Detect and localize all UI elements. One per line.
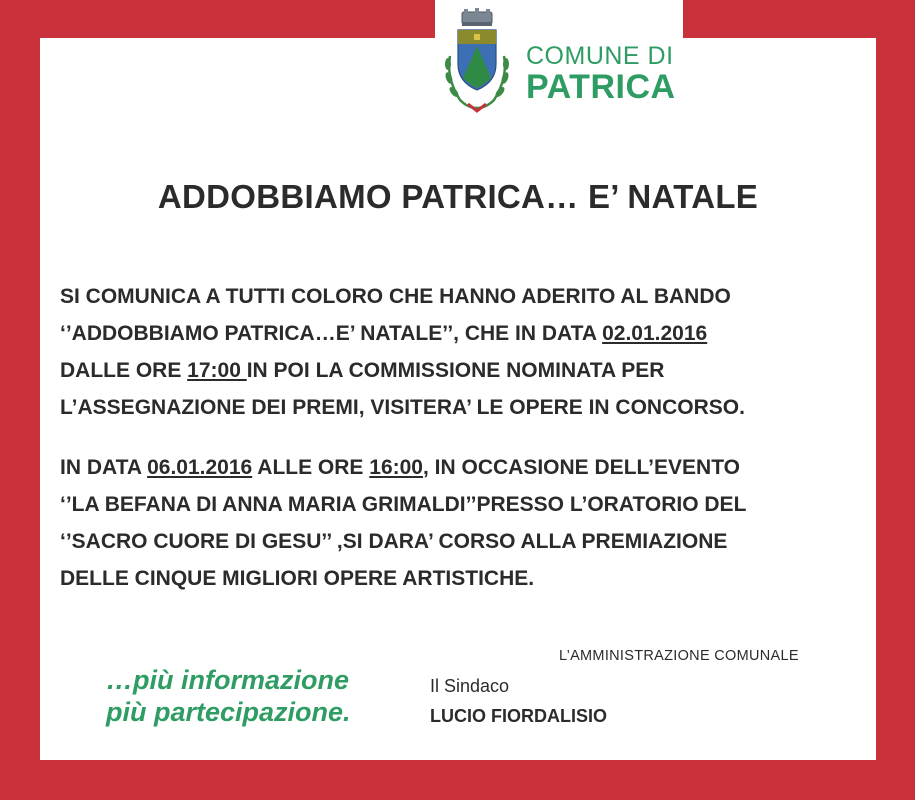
page-title: ADDOBBIAMO PATRICA… E’ NATALE xyxy=(157,178,759,215)
mayor-role: Il Sindaco xyxy=(430,676,510,696)
p2-line-1-text-c: , IN OCCASIONE DELL’EVENTO xyxy=(423,456,740,479)
award-date: 06.01.2016 xyxy=(147,456,253,479)
slogan-line-1: …più informazione xyxy=(106,665,349,695)
p1-line-2 xyxy=(60,315,860,352)
p1-line-2-text: ‘’ADDOBBIAMO PATRICA…E’ NATALE’’, CHE IN DATA xyxy=(60,322,603,345)
announcement-paragraph-2 xyxy=(60,449,860,597)
visit-date: 02.01.2016 xyxy=(602,322,708,345)
p1-line-3-text-b: IN POI LA COMMISSIONE NOMINATA PER xyxy=(246,359,665,382)
p1-line-3 xyxy=(60,352,860,389)
p2-line-4: DELLE CINQUE MIGLIORI OPERE ARTISTICHE. xyxy=(60,567,535,590)
p2-line-3: ‘’SACRO CUORE DI GESU’’ ,SI DARA’ CORSO ALLA PREMIAZIONE xyxy=(60,530,728,553)
patrica-label: PATRICA xyxy=(526,68,676,106)
p2-line-1-text-a: IN DATA xyxy=(60,456,148,479)
administration-signature: L’AMMINISTRAZIONE COMUNALE xyxy=(559,648,799,664)
p1-line-1: SI COMUNICA A TUTTI COLORO CHE HANNO ADERITO AL BANDO xyxy=(60,285,731,308)
award-time: 16:00 xyxy=(369,456,423,479)
comune-di-label: COMUNE DI xyxy=(526,42,674,70)
p1-line-3-text-a: DALLE ORE xyxy=(60,359,188,382)
visit-time: 17:00 xyxy=(187,359,247,382)
municipal-crest-icon xyxy=(438,8,516,116)
mayor-name: LUCIO FIORDALISIO xyxy=(430,706,607,726)
announcement-paragraph-1 xyxy=(60,278,860,426)
slogan-line-2: più partecipazione. xyxy=(106,697,351,727)
slogan xyxy=(106,664,351,728)
p2-line-1-text-b: ALLE ORE xyxy=(252,456,370,479)
p2-line-2: ‘’LA BEFANA DI ANNA MARIA GRIMALDI’’PRESSO L’ORATORIO DEL xyxy=(60,493,747,516)
p2-line-1 xyxy=(60,449,860,486)
p1-line-4: L’ASSEGNAZIONE DEI PREMI, VISITERA’ LE OPERE IN CONCORSO. xyxy=(60,396,745,419)
